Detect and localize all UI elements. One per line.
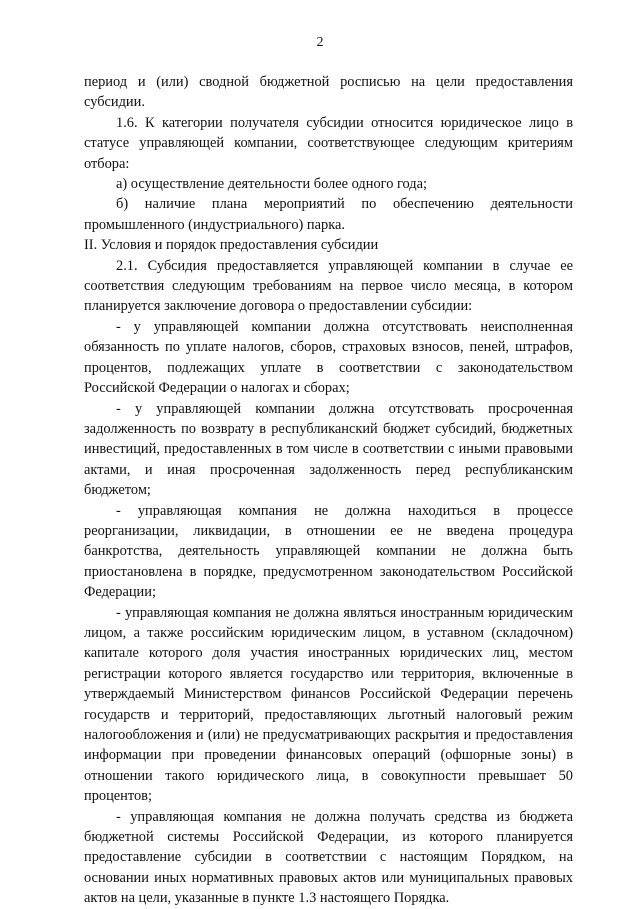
page-number: 2 — [316, 35, 324, 50]
criterion-a: а) осуществление деятельности более одного года; — [116, 176, 428, 193]
paragraph-continuation: период и (или) сводной бюджетной росписью на цели предоставления субсидии. — [84, 74, 573, 111]
requirement-foreign-entity: - управляющая компания не должна являться иностранным юридическим лицом, а также российским юридическим лицом, в уставном (складочном) капитале которого доля участия иностранных юридических лиц, местом регистрации которого является государство или территория, включенные в утверждаемый Министерством финансов Российской Федерации перечень государств и территорий, предоставляющих льготный налоговый режим налогообложения и (или) не предусматривающих раскрытия и предоставления информации при проведении финансовых операций (офшорные зоны) в отношении такого юридического лица, в совокупности превышает 50 процентов; — [84, 604, 573, 805]
paragraph-1-6: 1.6. К категории получателя субсидии относится юридическое лицо в статусе управляющей компании, соответствующее следующим критериям отбора: — [84, 114, 573, 172]
requirement-debt: - у управляющей компании должна отсутствовать просроченная задолженность по возврату в республиканский бюджет субсидий, бюджетных инвестиций, предоставленных в том числе в соответствии с иными правовыми актами, и иная просроченная задолженность перед республиканским бюджетом; — [84, 400, 573, 499]
requirement-reorganization: - управляющая компания не должна находиться в процессе реорганизации, ликвидации, в отношении ее не введена процедура банкротства, деятельность управляющей компании не должна быть приостановлена в порядке, предусмотренном законодательством Российской Федерации; — [84, 502, 573, 601]
requirement-other-funds: - управляющая компания не должна получать средства из бюджета бюджетной системы Российской Федерации, из которого планируется предоставление субсидии в соответствии с настоящим Порядком, на основании иных нормативных правовых актов или муниципальных правовых актов на цели, указанные в пункте 1.3 настоящего Порядка. — [84, 808, 573, 907]
requirement-taxes: - у управляющей компании должна отсутствовать неисполненная обязанность по уплате налогов, сборов, страховых взносов, пеней, штрафов, процентов, подлежащих уплате в соответствии с законодательством Российской Федерации о налогах и сборах; — [84, 318, 573, 397]
criterion-b: б) наличие плана мероприятий по обеспечению деятельности промышленного (индустриального) парка. — [84, 196, 573, 233]
paragraph-2-1: 2.1. Субсидия предоставляется управляющей компании в случае ее соответствия следующим требованиям на первое число месяца, в котором планируется заключение договора о предоставлении субсидии: — [84, 257, 573, 315]
section-heading: II. Условия и порядок предоставления субсидии — [84, 237, 379, 254]
document-body — [84, 72, 573, 909]
